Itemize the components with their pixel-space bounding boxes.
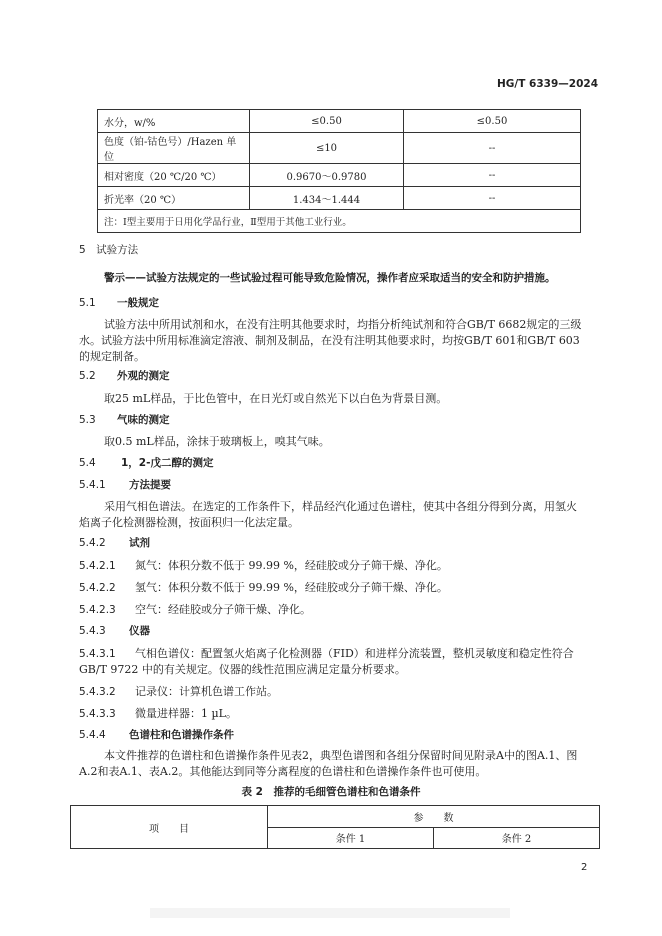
section-title: 方法提要: [129, 479, 171, 491]
table-cell: 相对密度（20 ℃/20 ℃）: [98, 164, 250, 187]
section-number: 5.4.3: [79, 625, 106, 637]
item-text: 记录仪：计算机色谱工作站。: [135, 685, 278, 698]
section-title: 外观的测定: [117, 370, 170, 382]
column-header-param: 参 数: [268, 806, 600, 828]
paragraph-line: 本文件推荐的色谱柱和色谱操作条件见表2，典型色谱图和各组分保留时间见附录A中的图A.1、图: [104, 749, 578, 762]
table-cell: 折光率（20 ℃）: [98, 187, 250, 210]
section-number: 5.4: [79, 457, 96, 469]
section-title: 色谱柱和色谱操作条件: [129, 729, 234, 741]
warning-text: 警示——试验方法规定的一些试验过程可能导致危险情况，操作者应采取适当的安全和防护措施。: [104, 272, 556, 284]
section-5-4-1-heading: [79, 477, 171, 492]
section-number: 5.1: [79, 297, 96, 309]
table-row: [98, 133, 581, 164]
section-title: 1，2-戊二醇的测定: [121, 457, 214, 469]
column-header-cond1: 条件 1: [268, 827, 434, 849]
table-cell: 水分，w/%: [98, 110, 250, 133]
column-header-cond2: 条件 2: [434, 827, 600, 849]
page-number: 2: [581, 862, 588, 873]
section-title: 试剂: [129, 537, 150, 549]
item-text: 微量进样器：1 µL。: [135, 707, 237, 720]
section-number: 5.2: [79, 370, 96, 382]
table-cell: --: [404, 187, 581, 210]
section-5-4-4-heading: [79, 727, 234, 742]
paragraph-line: GB/T 9722 中的有关规定。仪器的线性范围应满足定量分析要求。: [79, 663, 406, 676]
table-cell: ≤0.50: [404, 110, 581, 133]
section-5-4-3-heading: [79, 623, 150, 638]
table-row: [98, 110, 581, 133]
item-number: 5.4.3.3: [79, 708, 116, 720]
paragraph-line: 取25 mL样品，于比色管中，在日光灯或自然光下以白色为背景目测。: [104, 392, 448, 405]
item-number: 5.4.2.2: [79, 582, 116, 594]
paragraph-line: 取0.5 mL样品，涂抹于玻璃板上，嗅其气味。: [104, 435, 330, 448]
list-item: [79, 557, 448, 573]
spec-table: [97, 109, 581, 233]
paragraph-line: 试验方法中所用试剂和水，在没有注明其他要求时，均指分析纯试剂和符合GB/T 6682规定的三级: [104, 318, 582, 331]
paragraph-line: 的规定制备。: [79, 350, 145, 363]
conditions-table: [70, 805, 600, 849]
table-cell: 色度（铂-钴色号）/Hazen 单位: [98, 133, 250, 164]
item-number: 5.4.3.2: [79, 686, 116, 698]
table-note: 注：Ⅰ型主要用于日用化学品行业，Ⅱ型用于其他工业行业。: [98, 210, 581, 233]
table-cell: ≤0.50: [250, 110, 404, 133]
section-5-4-2-heading: [79, 535, 150, 550]
section-title: 气味的测定: [117, 414, 170, 426]
item-number: 5.4.3.1: [79, 648, 116, 660]
table-cell: 0.9670～0.9780: [250, 164, 404, 187]
column-header-item: 项 目: [71, 806, 268, 849]
table-note-row: [98, 210, 581, 233]
item-number: 5.4.2.1: [79, 560, 116, 572]
standard-code: HG/T 6339—2024: [497, 78, 599, 90]
table-header-row: [71, 806, 600, 828]
list-item: [79, 579, 448, 595]
item-text: 氢气：体积分数不低于 99.99 %，经硅胶或分子筛干燥、净化。: [135, 581, 448, 594]
table-caption: 表 2 推荐的毛细管色谱柱和色谱条件: [241, 786, 421, 798]
section-5-3-heading: [79, 412, 170, 427]
paragraph-line: 水。试验方法中所用标准滴定溶液、制剂及制品，在没有注明其他要求时，均按GB/T 601和GB/T 603: [79, 334, 580, 347]
item-text: 氮气：体积分数不低于 99.99 %，经硅胶或分子筛干燥、净化。: [135, 559, 448, 572]
section-5-2-heading: [79, 368, 170, 383]
section-5-1-heading: [79, 295, 159, 310]
section-5-4-heading: [79, 455, 213, 470]
table-cell: ≤10: [250, 133, 404, 164]
table-row: [98, 164, 581, 187]
section-5-title: 5 试验方法: [79, 244, 139, 256]
watermark-strip: [150, 908, 510, 918]
table-cell: --: [404, 164, 581, 187]
table-row: [98, 187, 581, 210]
item-number: 5.4.2.3: [79, 604, 116, 616]
item-text: 气相色谱仪：配置氢火焰离子化检测器（FID）和进样分流装置，整机灵敏度和稳定性符合: [135, 647, 574, 660]
list-item: [79, 683, 278, 699]
section-title: 一般规定: [117, 297, 159, 309]
section-number: 5.4.1: [79, 479, 106, 491]
table-cell: --: [404, 133, 581, 164]
paragraph-line: A.2和表A.1、表A.2。其他能达到同等分离程度的色谱柱和色谱操作条件也可使用。: [79, 765, 487, 778]
list-item: [79, 601, 311, 617]
table-cell: 1.434～1.444: [250, 187, 404, 210]
section-number: 5.3: [79, 414, 96, 426]
item-text: 空气：经硅胶或分子筛干燥、净化。: [135, 603, 311, 616]
list-item: [79, 705, 237, 721]
paragraph-line: 焰离子化检测器检测，按面积归一化法定量。: [79, 516, 299, 529]
section-number: 5.4.4: [79, 729, 106, 741]
section-title: 仪器: [129, 625, 150, 637]
section-number: 5.4.2: [79, 537, 106, 549]
list-item: [79, 645, 574, 661]
paragraph-line: 采用气相色谱法。在选定的工作条件下，样品经汽化通过色谱柱，使其中各组分得到分离，用氢火: [104, 500, 577, 513]
